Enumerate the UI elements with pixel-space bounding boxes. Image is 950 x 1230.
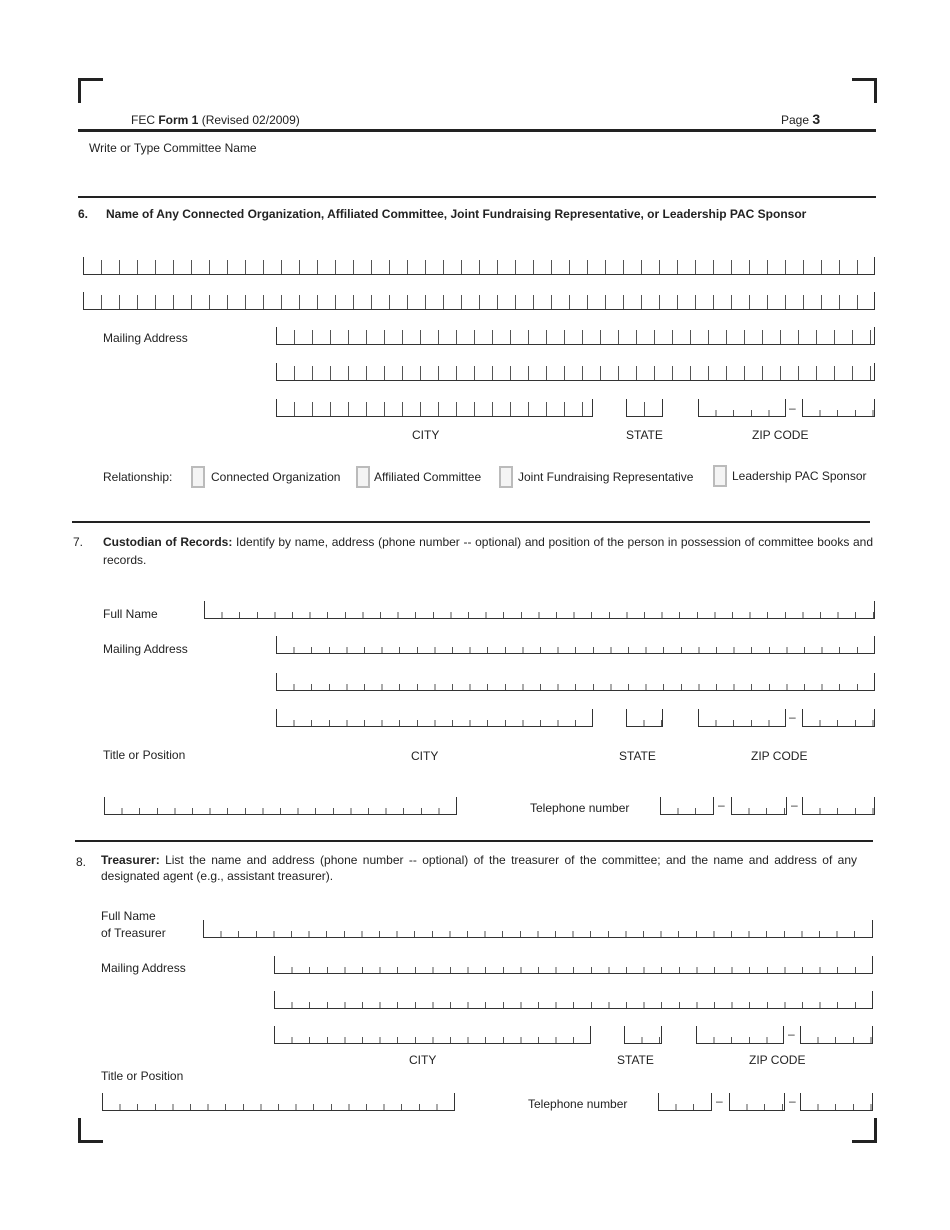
section-8-top-rule: [75, 840, 873, 842]
s8-phone-line[interactable]: [800, 1093, 873, 1111]
s8-title-position-field[interactable]: [102, 1093, 455, 1111]
s7-state-field[interactable]: [626, 709, 663, 727]
s6-zip-field[interactable]: [698, 399, 786, 417]
s8-zip-dash: –: [788, 1027, 795, 1041]
s7-full-name-field[interactable]: [204, 601, 875, 619]
s6-city-field[interactable]: [276, 399, 593, 417]
s8-city-field[interactable]: [274, 1026, 591, 1044]
corner-mark-top-right: [852, 78, 877, 103]
checkbox-leadership-pac-sponsor[interactable]: [713, 465, 727, 487]
s7-phone-dash-1: –: [718, 798, 725, 812]
s7-address-line-2[interactable]: [276, 673, 875, 691]
section-6-title: Name of Any Connected Organization, Affiliated Committee, Joint Fundraising Representative, or Leadership PAC Sponsor: [106, 207, 807, 221]
s7-title-position-label: Title or Position: [103, 748, 186, 762]
relationship-connected-organization: Connected Organization: [211, 470, 341, 484]
s8-phone-area-code[interactable]: [658, 1093, 712, 1111]
section-7-number: 7.: [73, 535, 84, 549]
section-7-title-rest: Identify by name, address (phone number -- optional) and position of the person in possession of committee books and records.: [103, 535, 874, 567]
s6-address-line-2[interactable]: [276, 363, 875, 381]
s8-full-name-label-line1: Full Name: [101, 909, 156, 923]
s7-mailing-address-label: Mailing Address: [103, 642, 188, 656]
checkbox-affiliated-committee[interactable]: [356, 466, 370, 488]
connected-org-name-field-2[interactable]: [83, 292, 875, 310]
s6-zip4-field[interactable]: [802, 399, 875, 417]
form-identifier: [131, 113, 300, 127]
corner-mark-top-left: [78, 78, 103, 103]
s7-city-field[interactable]: [276, 709, 593, 727]
checkbox-connected-organization[interactable]: [191, 466, 205, 488]
relationship-affiliated-committee: Affiliated Committee: [374, 470, 482, 484]
form-name: Form 1: [158, 113, 199, 127]
page-number: 3: [812, 111, 821, 127]
s8-zip4-field[interactable]: [800, 1026, 873, 1044]
section-6-top-rule: [78, 196, 876, 198]
s6-state-label: STATE: [626, 428, 663, 442]
page-label: Page: [781, 113, 810, 127]
corner-mark-bottom-right: [852, 1118, 877, 1143]
s8-telephone-label: Telephone number: [528, 1097, 628, 1111]
s7-zip-field[interactable]: [698, 709, 786, 727]
s8-state-field[interactable]: [624, 1026, 662, 1044]
s8-full-name-field[interactable]: [203, 920, 873, 938]
relationship-joint-fundraising-representative: Joint Fundraising Representative: [518, 470, 694, 484]
form-revision: (Revised 02/2009): [201, 113, 300, 127]
s7-state-label: STATE: [619, 749, 656, 763]
section-7-title: [103, 533, 873, 569]
s7-title-position-field[interactable]: [104, 797, 457, 815]
form-prefix: FEC: [131, 113, 155, 127]
s6-mailing-address-label: Mailing Address: [103, 331, 188, 345]
s8-phone-dash-2: –: [789, 1094, 796, 1108]
section-8-number: 8.: [76, 855, 87, 869]
section-7-top-rule: [72, 521, 870, 523]
s7-phone-area-code[interactable]: [660, 797, 714, 815]
committee-name-input[interactable]: [86, 160, 874, 194]
committee-name-label: Write or Type Committee Name: [89, 141, 257, 155]
s7-phone-prefix[interactable]: [731, 797, 787, 815]
section-7-title-bold: Custodian of Records:: [103, 535, 233, 549]
s7-zip-label: ZIP CODE: [751, 749, 808, 763]
s8-phone-dash-1: –: [716, 1094, 723, 1108]
section-6-number: 6.: [78, 207, 89, 221]
s7-full-name-label: Full Name: [103, 607, 158, 621]
s8-address-line-2[interactable]: [274, 991, 873, 1009]
header-rule: [78, 129, 876, 132]
s7-phone-dash-2: –: [791, 798, 798, 812]
connected-org-name-field-1[interactable]: [83, 257, 875, 275]
s7-address-line-1[interactable]: [276, 636, 875, 654]
s8-city-label: CITY: [409, 1053, 437, 1067]
relationship-leadership-pac-sponsor: Leadership PAC Sponsor: [732, 469, 867, 483]
s7-telephone-label: Telephone number: [530, 801, 630, 815]
s7-phone-line[interactable]: [802, 797, 875, 815]
page-indicator: [781, 112, 820, 127]
s6-city-label: CITY: [412, 428, 440, 442]
s6-state-field[interactable]: [626, 399, 663, 417]
s8-phone-prefix[interactable]: [729, 1093, 785, 1111]
s7-city-label: CITY: [411, 749, 439, 763]
s8-zip-label: ZIP CODE: [749, 1053, 806, 1067]
s8-title-position-label: Title or Position: [101, 1069, 184, 1083]
s8-state-label: STATE: [617, 1053, 654, 1067]
s8-zip-field[interactable]: [696, 1026, 784, 1044]
checkbox-joint-fundraising-representative[interactable]: [499, 466, 513, 488]
section-8-title-bold: Treasurer:: [101, 853, 160, 867]
section-8-title-rest: List the name and address (phone number -- optional) of the treasurer of the committee; and the name and address of any designated agent (e.g., assistant treasurer).: [101, 853, 858, 883]
relationship-label: Relationship:: [103, 470, 173, 484]
s6-zip-label: ZIP CODE: [752, 428, 809, 442]
s7-zip4-field[interactable]: [802, 709, 875, 727]
s7-zip-dash: –: [789, 710, 796, 724]
s8-address-line-1[interactable]: [274, 956, 873, 974]
s6-zip-dash: –: [789, 401, 796, 415]
section-8-title: [101, 852, 857, 884]
s6-address-line-1[interactable]: [276, 327, 875, 345]
s8-full-name-label-line2: of Treasurer: [101, 926, 166, 940]
s8-mailing-address-label: Mailing Address: [101, 961, 186, 975]
corner-mark-bottom-left: [78, 1118, 103, 1143]
